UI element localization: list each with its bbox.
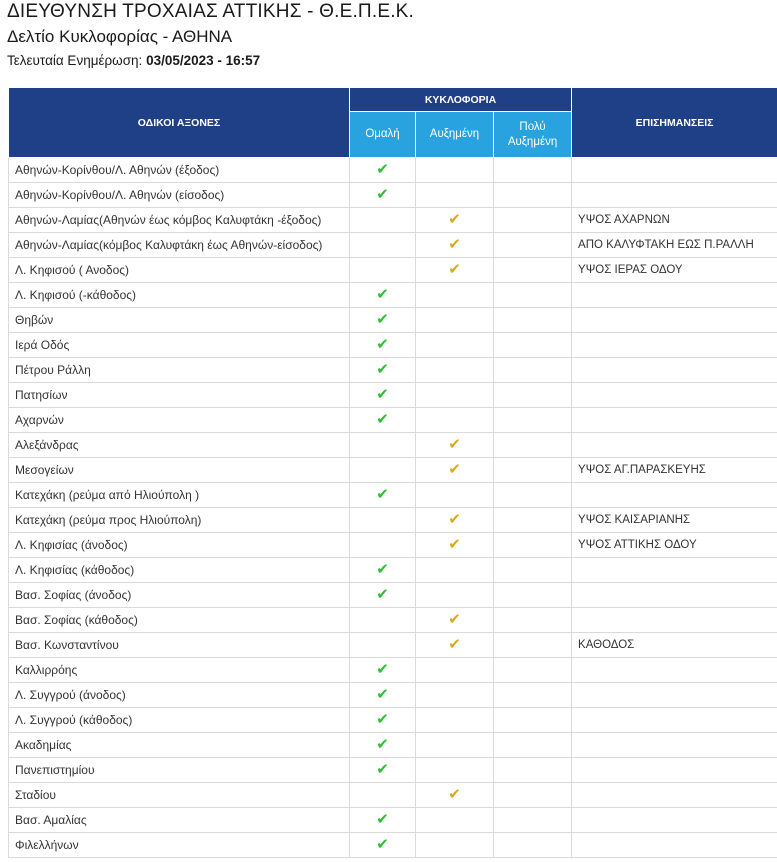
status-cell-normal bbox=[350, 333, 416, 358]
road-name: Ακαδημίας bbox=[9, 733, 350, 758]
note-cell bbox=[572, 583, 777, 608]
page-title: ΔΙΕΥΘΥΝΣΗ ΤΡΟΧΑΙΑΣ ΑΤΤΙΚΗΣ - Θ.Ε.Π.Ε.Κ. bbox=[7, 1, 415, 22]
status-cell-very bbox=[494, 533, 572, 558]
header-traffic: ΚΥΚΛΟΦΟΡΙΑ bbox=[350, 88, 572, 112]
status-cell-very bbox=[494, 783, 572, 808]
status-cell-normal bbox=[350, 533, 416, 558]
check-icon: ✔ bbox=[376, 586, 389, 603]
note-cell: ΥΨΟΣ ΑΤΤΙΚΗΣ ΟΔΟΥ bbox=[572, 533, 777, 558]
status-cell-very bbox=[494, 633, 572, 658]
road-name: Λ. Κηφισού (-κάθοδος) bbox=[9, 283, 350, 308]
status-cell-normal bbox=[350, 633, 416, 658]
status-cell-very bbox=[494, 408, 572, 433]
status-cell-very bbox=[494, 358, 572, 383]
status-cell-normal bbox=[350, 758, 416, 783]
status-cell-increased bbox=[416, 358, 494, 383]
check-icon: ✔ bbox=[376, 661, 389, 678]
note-cell bbox=[572, 608, 777, 633]
status-cell-increased bbox=[416, 658, 494, 683]
road-name: Αχαρνών bbox=[9, 408, 350, 433]
header-roads: ΟΔΙΚΟΙ ΑΞΟΝΕΣ bbox=[9, 88, 350, 158]
note-cell bbox=[572, 658, 777, 683]
check-icon: ✔ bbox=[376, 311, 389, 328]
check-icon: ✔ bbox=[448, 436, 461, 453]
status-cell-normal bbox=[350, 233, 416, 258]
note-cell bbox=[572, 408, 777, 433]
road-name: Πέτρου Ράλλη bbox=[9, 358, 350, 383]
table-row bbox=[9, 333, 777, 358]
status-cell-normal bbox=[350, 558, 416, 583]
status-cell-increased bbox=[416, 333, 494, 358]
note-cell bbox=[572, 333, 777, 358]
check-icon: ✔ bbox=[448, 511, 461, 528]
note-cell bbox=[572, 383, 777, 408]
table-row bbox=[9, 408, 777, 433]
table-row bbox=[9, 583, 777, 608]
status-cell-increased bbox=[416, 833, 494, 858]
table-row bbox=[9, 733, 777, 758]
check-icon: ✔ bbox=[448, 536, 461, 553]
road-name: Καλλιρρόης bbox=[9, 658, 350, 683]
check-icon: ✔ bbox=[376, 161, 389, 178]
road-name: Λ. Κηφισίας (άνοδος) bbox=[9, 533, 350, 558]
road-name: Βασ. Κωνσταντίνου bbox=[9, 633, 350, 658]
page-header bbox=[0, 0, 777, 74]
road-name: Βασ. Σοφίας (κάθοδος) bbox=[9, 608, 350, 633]
road-name: Λ. Συγγρού (άνοδος) bbox=[9, 683, 350, 708]
status-cell-very bbox=[494, 158, 572, 183]
status-cell-normal bbox=[350, 583, 416, 608]
status-cell-normal bbox=[350, 183, 416, 208]
road-name: Πατησίων bbox=[9, 383, 350, 408]
status-cell-normal bbox=[350, 408, 416, 433]
status-cell-very bbox=[494, 283, 572, 308]
table-row bbox=[9, 158, 777, 183]
road-name: Σταδίου bbox=[9, 783, 350, 808]
road-name: Αθηνών-Κορίνθου/Λ. Αθηνών (έξοδος) bbox=[9, 158, 350, 183]
status-cell-normal bbox=[350, 683, 416, 708]
note-cell bbox=[572, 308, 777, 333]
table-row bbox=[9, 658, 777, 683]
check-icon: ✔ bbox=[376, 186, 389, 203]
check-icon: ✔ bbox=[376, 386, 389, 403]
status-cell-normal bbox=[350, 733, 416, 758]
status-cell-very bbox=[494, 308, 572, 333]
traffic-table bbox=[8, 87, 777, 858]
header-notes: ΕΠΙΣΗΜΑΝΣΕΙΣ bbox=[572, 88, 777, 158]
status-cell-very bbox=[494, 508, 572, 533]
table-row bbox=[9, 358, 777, 383]
status-cell-increased bbox=[416, 783, 494, 808]
road-name: Μεσογείων bbox=[9, 458, 350, 483]
status-cell-very bbox=[494, 233, 572, 258]
table-row bbox=[9, 383, 777, 408]
status-cell-very bbox=[494, 383, 572, 408]
check-icon: ✔ bbox=[448, 236, 461, 253]
road-name: Πανεπιστημίου bbox=[9, 758, 350, 783]
road-name: Κατεχάκη (ρεύμα από Ηλιούπολη ) bbox=[9, 483, 350, 508]
status-cell-very bbox=[494, 733, 572, 758]
status-cell-normal bbox=[350, 208, 416, 233]
status-cell-increased bbox=[416, 183, 494, 208]
status-cell-increased bbox=[416, 633, 494, 658]
check-icon: ✔ bbox=[376, 286, 389, 303]
status-cell-increased bbox=[416, 583, 494, 608]
road-name: Κατεχάκη (ρεύμα προς Ηλιούπολη) bbox=[9, 508, 350, 533]
road-name: Αθηνών-Λαμίας(κόμβος Καλυφτάκη έως Αθηνών-είσοδος) bbox=[9, 233, 350, 258]
table-row bbox=[9, 433, 777, 458]
table-row bbox=[9, 233, 777, 258]
status-cell-increased bbox=[416, 283, 494, 308]
check-icon: ✔ bbox=[376, 836, 389, 853]
note-cell bbox=[572, 733, 777, 758]
note-cell bbox=[572, 358, 777, 383]
status-cell-normal bbox=[350, 383, 416, 408]
table-body bbox=[9, 158, 777, 858]
note-cell bbox=[572, 558, 777, 583]
status-cell-normal bbox=[350, 833, 416, 858]
check-icon: ✔ bbox=[376, 711, 389, 728]
header-increased: Αυξημένη bbox=[416, 112, 494, 158]
status-cell-very bbox=[494, 608, 572, 633]
note-cell bbox=[572, 283, 777, 308]
note-cell bbox=[572, 708, 777, 733]
note-cell bbox=[572, 483, 777, 508]
check-icon: ✔ bbox=[448, 461, 461, 478]
table-row bbox=[9, 708, 777, 733]
status-cell-very bbox=[494, 333, 572, 358]
status-cell-normal bbox=[350, 433, 416, 458]
note-cell bbox=[572, 808, 777, 833]
road-name: Θηβών bbox=[9, 308, 350, 333]
note-cell: ΚΑΘΟΔΟΣ bbox=[572, 633, 777, 658]
status-cell-normal bbox=[350, 608, 416, 633]
page-subtitle: Δελτίο Κυκλοφορίας - ΑΘΗΝΑ bbox=[7, 27, 233, 46]
note-cell bbox=[572, 783, 777, 808]
note-cell bbox=[572, 833, 777, 858]
status-cell-increased bbox=[416, 483, 494, 508]
status-cell-very bbox=[494, 833, 572, 858]
status-cell-very bbox=[494, 458, 572, 483]
status-cell-increased bbox=[416, 408, 494, 433]
status-cell-increased bbox=[416, 308, 494, 333]
header-very-line1: Πολύ bbox=[519, 120, 546, 133]
header-very-line2: Αυξημένη bbox=[507, 135, 558, 148]
status-cell-very bbox=[494, 183, 572, 208]
road-name: Λ. Κηφισού ( Ανοδος) bbox=[9, 258, 350, 283]
status-cell-increased bbox=[416, 808, 494, 833]
note-cell bbox=[572, 683, 777, 708]
table-row bbox=[9, 683, 777, 708]
note-cell bbox=[572, 158, 777, 183]
check-icon: ✔ bbox=[448, 611, 461, 628]
road-name: Λ. Συγγρού (κάθοδος) bbox=[9, 708, 350, 733]
header-very-increased bbox=[494, 112, 572, 158]
status-cell-very bbox=[494, 583, 572, 608]
status-cell-normal bbox=[350, 358, 416, 383]
note-cell: ΥΨΟΣ ΑΓ.ΠΑΡΑΣΚΕΥΗΣ bbox=[572, 458, 777, 483]
status-cell-increased bbox=[416, 558, 494, 583]
check-icon: ✔ bbox=[376, 736, 389, 753]
last-update-label: Τελευταία Ενημέρωση: bbox=[7, 53, 143, 68]
check-icon: ✔ bbox=[448, 636, 461, 653]
status-cell-very bbox=[494, 808, 572, 833]
status-cell-increased bbox=[416, 208, 494, 233]
note-cell: ΥΨΟΣ ΙΕΡΑΣ ΟΔΟΥ bbox=[572, 258, 777, 283]
note-cell bbox=[572, 758, 777, 783]
check-icon: ✔ bbox=[448, 211, 461, 228]
table-row bbox=[9, 783, 777, 808]
note-cell: ΑΠΟ ΚΑΛΥΦΤΑΚΗ ΕΩΣ Π.ΡΑΛΛΗ bbox=[572, 233, 777, 258]
check-icon: ✔ bbox=[448, 261, 461, 278]
status-cell-very bbox=[494, 683, 572, 708]
note-cell bbox=[572, 183, 777, 208]
road-name: Φιλελλήνων bbox=[9, 833, 350, 858]
status-cell-very bbox=[494, 708, 572, 733]
road-name: Βασ. Σοφίας (άνοδος) bbox=[9, 583, 350, 608]
road-name: Αθηνών-Λαμίας(Αθηνών έως κόμβος Καλυφτάκη -έξοδος) bbox=[9, 208, 350, 233]
table-row bbox=[9, 183, 777, 208]
check-icon: ✔ bbox=[376, 686, 389, 703]
table-row bbox=[9, 808, 777, 833]
status-cell-normal bbox=[350, 308, 416, 333]
status-cell-normal bbox=[350, 483, 416, 508]
note-cell: ΥΨΟΣ ΚΑΙΣΑΡΙΑΝΗΣ bbox=[572, 508, 777, 533]
table-row bbox=[9, 208, 777, 233]
check-icon: ✔ bbox=[376, 761, 389, 778]
status-cell-increased bbox=[416, 533, 494, 558]
status-cell-very bbox=[494, 658, 572, 683]
status-cell-increased bbox=[416, 733, 494, 758]
status-cell-increased bbox=[416, 233, 494, 258]
status-cell-increased bbox=[416, 258, 494, 283]
status-cell-normal bbox=[350, 458, 416, 483]
road-name: Αλεξάνδρας bbox=[9, 433, 350, 458]
road-name: Αθηνών-Κορίνθου/Λ. Αθηνών (είσοδος) bbox=[9, 183, 350, 208]
status-cell-increased bbox=[416, 608, 494, 633]
table-row bbox=[9, 508, 777, 533]
status-cell-very bbox=[494, 258, 572, 283]
status-cell-increased bbox=[416, 683, 494, 708]
status-cell-very bbox=[494, 758, 572, 783]
status-cell-normal bbox=[350, 708, 416, 733]
table-row bbox=[9, 283, 777, 308]
last-update bbox=[7, 50, 777, 74]
table-row bbox=[9, 258, 777, 283]
table-row bbox=[9, 533, 777, 558]
status-cell-normal bbox=[350, 658, 416, 683]
table-row bbox=[9, 758, 777, 783]
check-icon: ✔ bbox=[376, 336, 389, 353]
check-icon: ✔ bbox=[376, 361, 389, 378]
status-cell-increased bbox=[416, 383, 494, 408]
status-cell-very bbox=[494, 433, 572, 458]
status-cell-increased bbox=[416, 708, 494, 733]
check-icon: ✔ bbox=[376, 811, 389, 828]
road-name: Βασ. Αμαλίας bbox=[9, 808, 350, 833]
status-cell-normal bbox=[350, 508, 416, 533]
check-icon: ✔ bbox=[448, 786, 461, 803]
check-icon: ✔ bbox=[376, 486, 389, 503]
table-row bbox=[9, 458, 777, 483]
status-cell-very bbox=[494, 558, 572, 583]
table-row bbox=[9, 608, 777, 633]
note-cell: ΥΨΟΣ ΑΧΑΡΝΩΝ bbox=[572, 208, 777, 233]
status-cell-normal bbox=[350, 283, 416, 308]
table-row bbox=[9, 483, 777, 508]
table-row bbox=[9, 308, 777, 333]
status-cell-increased bbox=[416, 508, 494, 533]
status-cell-normal bbox=[350, 783, 416, 808]
table-row bbox=[9, 833, 777, 858]
status-cell-increased bbox=[416, 158, 494, 183]
status-cell-very bbox=[494, 483, 572, 508]
status-cell-very bbox=[494, 208, 572, 233]
table-row bbox=[9, 633, 777, 658]
status-cell-increased bbox=[416, 458, 494, 483]
status-cell-normal bbox=[350, 158, 416, 183]
table-row bbox=[9, 558, 777, 583]
last-update-value: 03/05/2023 - 16:57 bbox=[146, 53, 261, 68]
status-cell-normal bbox=[350, 808, 416, 833]
status-cell-normal bbox=[350, 258, 416, 283]
status-cell-increased bbox=[416, 758, 494, 783]
road-name: Λ. Κηφισίας (κάθοδος) bbox=[9, 558, 350, 583]
status-cell-increased bbox=[416, 433, 494, 458]
note-cell bbox=[572, 433, 777, 458]
road-name: Ιερά Οδός bbox=[9, 333, 350, 358]
check-icon: ✔ bbox=[376, 561, 389, 578]
header-normal: Ομαλή bbox=[350, 112, 416, 158]
check-icon: ✔ bbox=[376, 411, 389, 428]
